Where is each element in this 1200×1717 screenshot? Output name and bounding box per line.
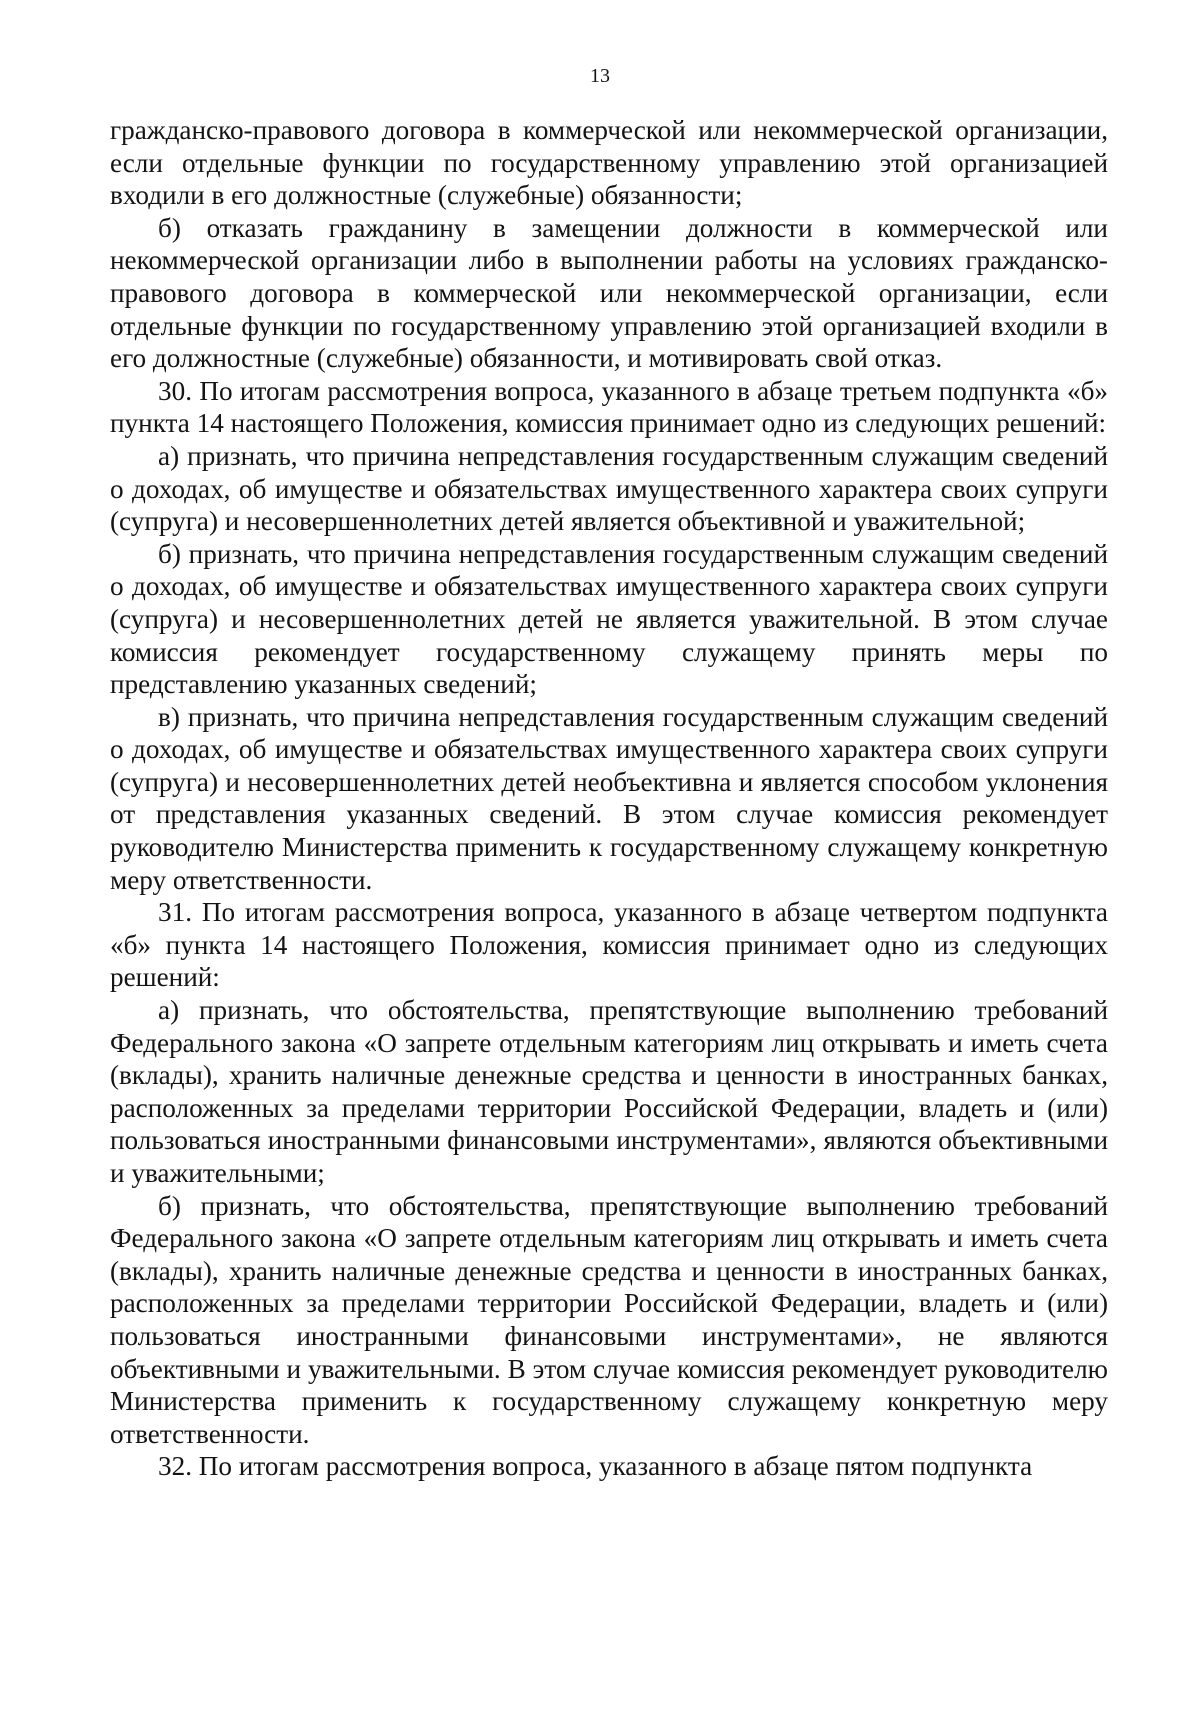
page-number: 13 [590,65,610,87]
paragraph-30-subitem-a: а) признать, что причина непредставления государственным служащим сведений о доходах, об имуществе и обязательствах имущественного характера своих супруги (супруга) и несовершеннолетних детей является объективной и уважительной; [110,440,1108,537]
paragraph-item-30: 30. По итогам рассмотрения вопроса, указанного в абзаце третьем подпункта «б» пункта 14 настоящего Положения, комиссия принимает одно из следующих решений: [110,375,1108,439]
paragraph-31-subitem-a: а) признать, что обстоятельства, препятствующие выполнению требований Федерального закона «О запрете отдельным категориям лиц открывать и иметь счета (вклады), хранить наличные денежные средства и ценности в иностранных банках, расположенных за пределами территории Российской Федерации, владеть и (или) пользоваться иностранными финансовыми инструментами», являются объективными и уважительными; [110,995,1108,1188]
paragraph-item-31: 31. По итогам рассмотрения вопроса, указанного в абзаце четвертом подпункта «б» пункта 14 настоящего Положения, комиссия принимает одно из следующих решений: [110,897,1108,993]
document-body [110,114,1108,1483]
paragraph-item-32: 32. По итогам рассмотрения вопроса, указанного в абзаце пятом подпункта [158,1451,1033,1482]
paragraph-subitem-b-refuse: б) отказать гражданину в замещении должности в коммерческой или некоммерческой организации либо в выполнении работы на условиях гражданско-правового договора в коммерческой или некоммерческой организации, если отдельные функции по государственному управлению этой организацией входили в его должностные (служебные) обязанности, и мотивировать свой отказ. [110,212,1108,374]
paragraph-30-subitem-v: в) признать, что причина непредставления государственным служащим сведений о доходах, об имуществе и обязательствах имущественного характера своих супруги (супруга) и несовершеннолетних детей необъективна и является способом уклонения от представления указанных сведений. В этом случае комиссия рекомендует руководителю Министерства применить к государственному служащему конкретную меру ответственности. [110,701,1108,895]
paragraph-31-subitem-b: б) признать, что обстоятельства, препятствующие выполнению требований Федерального закона «О запрете отдельным категориям лиц открывать и иметь счета (вклады), хранить наличные денежные средства и ценности в иностранных банках, расположенных за пределами территории Российской Федерации, владеть и (или) пользоваться иностранными финансовыми инструментами», не являются объективными и уважительными. В этом случае комиссия рекомендует руководителю Министерства применить к государственному служащему конкретную меру ответственности. [110,1190,1108,1449]
paragraph-continuation: гражданско-правового договора в коммерческой или некоммерческой организации, если отдельные функции по государственному управлению этой организацией входили в его должностные (служебные) обязанности; [110,115,1108,211]
paragraph-30-subitem-b: б) признать, что причина непредставления государственным служащим сведений о доходах, об имуществе и обязательствах имущественного характера своих супруги (супруга) и несовершеннолетних детей не является уважительной. В этом случае комиссия рекомендует государственному служащему принять меры по представлению указанных сведений; [110,538,1108,700]
